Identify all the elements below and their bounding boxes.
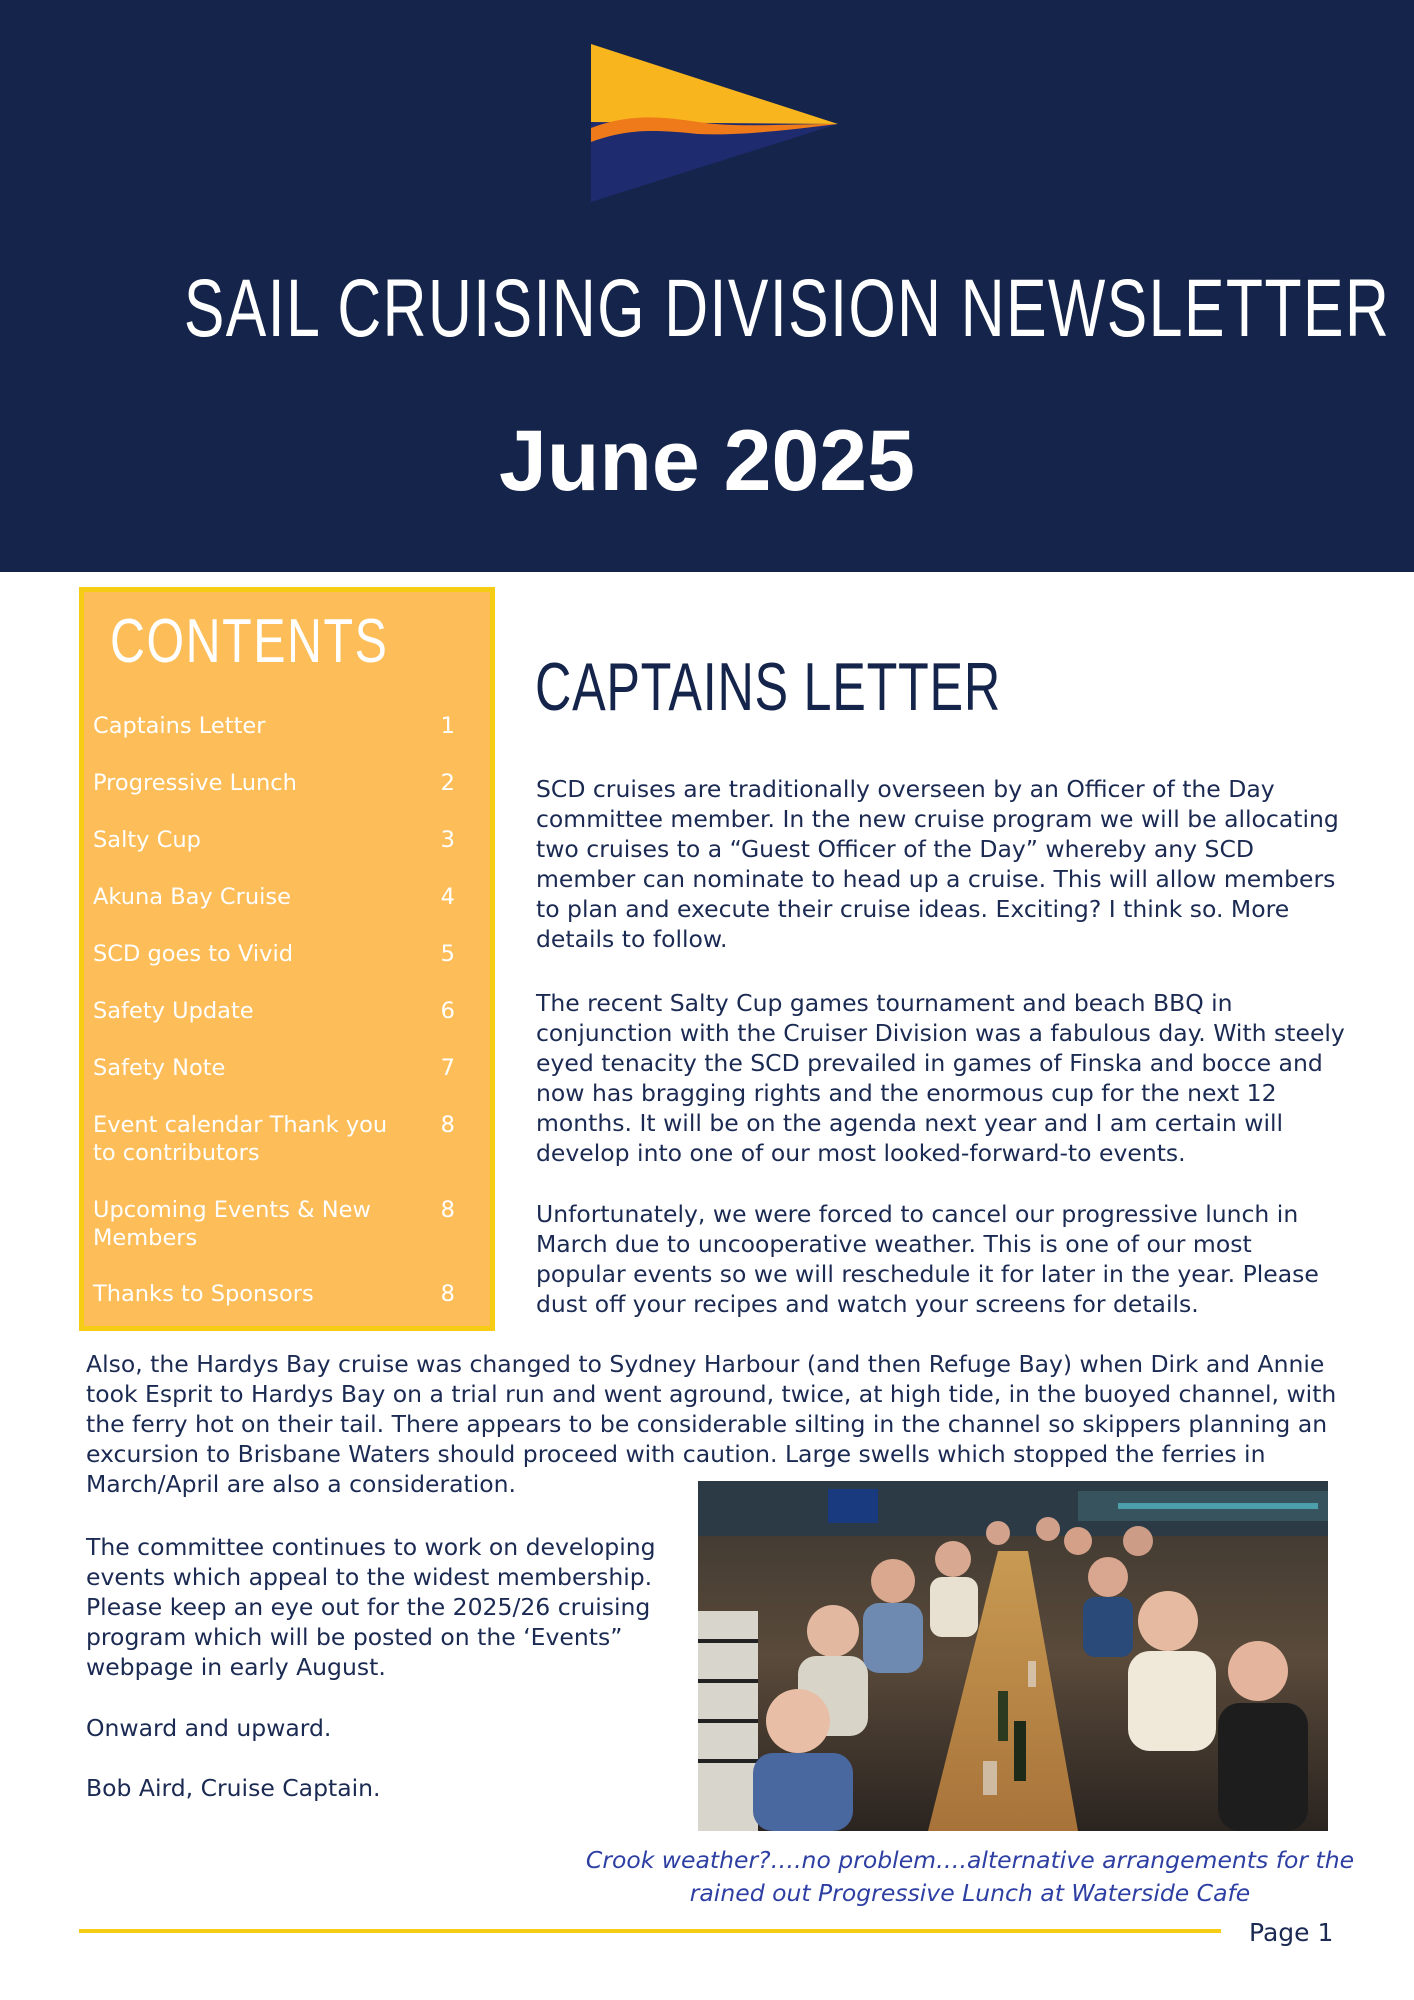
toc-item-page: 8 xyxy=(440,1197,455,1223)
toc-item-page: 2 xyxy=(440,770,455,796)
article-paragraph: SCD cruises are traditionally overseen by an Officer of the Day committee member. In the new cruise program we will be allocating two cruises to a “Guest Officer of the Day” whereby any SCD member can nominate to head up a cruise. This will allow members to plan and execute their cruise ideas. Exciting? I think so. More details to follow. xyxy=(536,775,1339,953)
toc-item-label: Thanks to Sponsors xyxy=(93,1281,314,1307)
page-number: Page 1 xyxy=(1249,1918,1334,1947)
toc-item-label: Akuna Bay Cruise xyxy=(93,884,291,910)
toc-item-page: 5 xyxy=(440,941,455,967)
toc-item[interactable] xyxy=(93,940,473,968)
toc-item[interactable] xyxy=(93,1280,473,1308)
toc-item-page: 7 xyxy=(440,1055,455,1081)
toc-item-page: 4 xyxy=(440,884,455,910)
toc-item[interactable] xyxy=(93,1111,473,1167)
toc-item-label: Safety Note xyxy=(93,1055,226,1081)
newsletter-title: SAIL CRUISING DIVISION NEWSLETTER xyxy=(183,263,1391,354)
restaurant-photo-illustration xyxy=(698,1481,1328,1831)
toc-item[interactable] xyxy=(93,997,473,1025)
toc-item-page: 8 xyxy=(440,1281,455,1307)
toc-item-label: SCD goes to Vivid xyxy=(93,941,293,967)
toc-item-label: Upcoming Events & New Members xyxy=(93,1197,371,1251)
toc-item[interactable] xyxy=(93,769,473,797)
toc-item-label: Salty Cup xyxy=(93,827,201,853)
toc-item[interactable] xyxy=(93,1054,473,1082)
contents-box xyxy=(79,587,495,1331)
toc-item[interactable] xyxy=(93,1196,473,1252)
toc-item-page: 1 xyxy=(440,713,455,739)
article-paragraph: Onward and upward. xyxy=(86,1714,332,1742)
toc-item[interactable] xyxy=(93,826,473,854)
toc-item-page: 8 xyxy=(440,1112,455,1138)
lunch-group-photo xyxy=(698,1481,1328,1831)
article-paragraph: The committee continues to work on developing events which appeal to the widest membership. Please keep an eye out for the 2025/26 cruising program which will be posted on the ‘Events” webpage in early August. xyxy=(86,1533,656,1681)
pennant-flag-logo xyxy=(588,44,840,204)
toc-item[interactable] xyxy=(93,712,473,740)
article-signoff: Bob Aird, Cruise Captain. xyxy=(86,1774,381,1802)
contents-heading: CONTENTS xyxy=(110,607,389,676)
masthead xyxy=(0,0,1414,572)
toc-item-label: Event calendar Thank you to contributors xyxy=(93,1112,388,1166)
toc-item[interactable] xyxy=(93,883,473,911)
toc-item-label: Safety Update xyxy=(93,998,254,1024)
photo-caption: Crook weather?….no problem….alternative arrangements for the rained out Progressive Lunch at Waterside Cafe xyxy=(585,1846,1355,1907)
toc-item-label: Captains Letter xyxy=(93,713,266,739)
article-paragraph: Unfortunately, we were forced to cancel our progressive lunch in March due to uncooperative weather. This is one of our most popular events so we will reschedule it for later in the year. Please dust off your recipes and watch your screens for details. xyxy=(536,1200,1319,1318)
toc-item-label: Progressive Lunch xyxy=(93,770,297,796)
toc-item-page: 6 xyxy=(440,998,455,1024)
article-paragraph: The recent Salty Cup games tournament and beach BBQ in conjunction with the Cruiser Division was a fabulous day. With steely eyed tenacity the SCD prevailed in games of Finska and bocce and now has bragging rights and the enormous cup for the next 12 months. It will be on the agenda next year and I am certain will develop into one of our most looked-forward-to events. xyxy=(536,989,1345,1167)
issue-date: June 2025 xyxy=(499,413,915,509)
article-paragraph: Also, the Hardys Bay cruise was changed to Sydney Harbour (and then Refuge Bay) when Dirk and Annie took Esprit to Hardys Bay on a trial run and went aground, twice, at high tide, in the buoyed channel, with the ferry hot on their tail. There appears to be considerable silting in the channel so skippers planning an excursion to Brisbane Waters should proceed with caution. Large swells which stopped the ferries in March/April are also a consideration. xyxy=(86,1350,1337,1498)
toc-item-page: 3 xyxy=(440,827,455,853)
article-title: CAPTAINS LETTER xyxy=(535,649,1001,725)
footer-rule xyxy=(79,1929,1221,1933)
